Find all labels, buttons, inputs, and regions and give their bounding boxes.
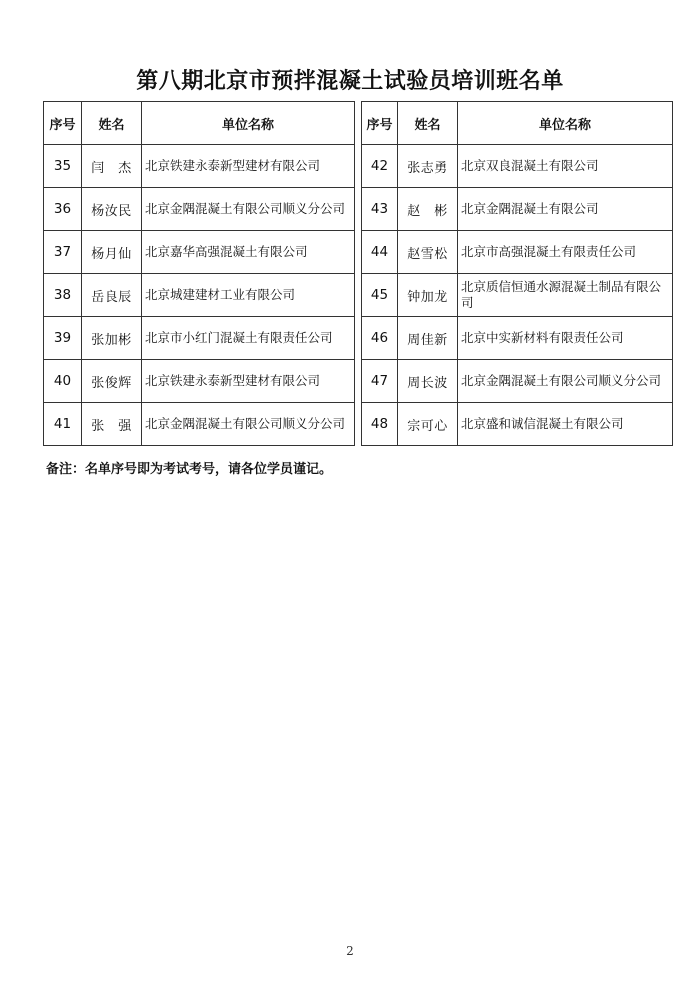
table-header-row bbox=[44, 102, 355, 145]
cell-no: 40 bbox=[44, 360, 82, 403]
header-no: 序号 bbox=[362, 102, 398, 145]
cell-company: 北京金隅混凝土有限公司顺义分公司 bbox=[142, 403, 355, 446]
cell-name: 赵 彬 bbox=[398, 188, 458, 231]
cell-name: 闫 杰 bbox=[82, 145, 142, 188]
cell-no: 45 bbox=[362, 274, 398, 317]
cell-name: 钟加龙 bbox=[398, 274, 458, 317]
cell-name: 张 强 bbox=[82, 403, 142, 446]
cell-name: 岳良辰 bbox=[82, 274, 142, 317]
table-row bbox=[44, 188, 355, 231]
cell-no: 46 bbox=[362, 317, 398, 360]
cell-name: 宗可心 bbox=[398, 403, 458, 446]
cell-company: 北京质信恒通水源混凝土制品有限公司 bbox=[458, 274, 673, 317]
cell-name: 周佳新 bbox=[398, 317, 458, 360]
cell-name: 杨汝民 bbox=[82, 188, 142, 231]
cell-company: 北京城建建材工业有限公司 bbox=[142, 274, 355, 317]
roster-table-right bbox=[361, 101, 673, 446]
cell-no: 42 bbox=[362, 145, 398, 188]
header-company: 单位名称 bbox=[458, 102, 673, 145]
table-row bbox=[362, 231, 673, 274]
cell-no: 48 bbox=[362, 403, 398, 446]
cell-no: 38 bbox=[44, 274, 82, 317]
table-row bbox=[362, 403, 673, 446]
table-row bbox=[44, 360, 355, 403]
cell-company: 北京铁建永泰新型建材有限公司 bbox=[142, 360, 355, 403]
cell-company: 北京中实新材料有限责任公司 bbox=[458, 317, 673, 360]
cell-name: 杨月仙 bbox=[82, 231, 142, 274]
cell-no: 37 bbox=[44, 231, 82, 274]
cell-company: 北京双良混凝土有限公司 bbox=[458, 145, 673, 188]
table-row bbox=[44, 317, 355, 360]
cell-company: 北京市小红门混凝土有限责任公司 bbox=[142, 317, 355, 360]
cell-name: 张加彬 bbox=[82, 317, 142, 360]
table-row bbox=[44, 145, 355, 188]
cell-name: 张志勇 bbox=[398, 145, 458, 188]
page-number: 2 bbox=[346, 944, 354, 958]
table-row bbox=[44, 403, 355, 446]
cell-name: 周长波 bbox=[398, 360, 458, 403]
table-row bbox=[44, 274, 355, 317]
cell-company: 北京金隅混凝土有限公司顺义分公司 bbox=[142, 188, 355, 231]
table-row bbox=[362, 145, 673, 188]
table-header-row bbox=[362, 102, 673, 145]
cell-company: 北京金隅混凝土有限公司 bbox=[458, 188, 673, 231]
cell-no: 43 bbox=[362, 188, 398, 231]
header-name: 姓名 bbox=[398, 102, 458, 145]
table-row bbox=[362, 274, 673, 317]
header-name: 姓名 bbox=[82, 102, 142, 145]
page-title: 第八期北京市预拌混凝土试验员培训班名单 bbox=[136, 69, 564, 94]
table-row bbox=[362, 360, 673, 403]
cell-no: 39 bbox=[44, 317, 82, 360]
cell-company: 北京市高强混凝土有限责任公司 bbox=[458, 231, 673, 274]
cell-name: 赵雪松 bbox=[398, 231, 458, 274]
cell-no: 47 bbox=[362, 360, 398, 403]
cell-name: 张俊辉 bbox=[82, 360, 142, 403]
table-row bbox=[44, 231, 355, 274]
cell-no: 44 bbox=[362, 231, 398, 274]
cell-company: 北京嘉华高强混凝土有限公司 bbox=[142, 231, 355, 274]
cell-no: 35 bbox=[44, 145, 82, 188]
table-row bbox=[362, 188, 673, 231]
cell-company: 北京金隅混凝土有限公司顺义分公司 bbox=[458, 360, 673, 403]
header-company: 单位名称 bbox=[142, 102, 355, 145]
cell-company: 北京铁建永泰新型建材有限公司 bbox=[142, 145, 355, 188]
header-no: 序号 bbox=[44, 102, 82, 145]
cell-no: 36 bbox=[44, 188, 82, 231]
table-row bbox=[362, 317, 673, 360]
roster-table-left bbox=[43, 101, 355, 446]
cell-no: 41 bbox=[44, 403, 82, 446]
remarks-note: 备注：名单序号即为考试考号，请各位学员谨记。 bbox=[46, 462, 333, 477]
cell-company: 北京盛和诚信混凝土有限公司 bbox=[458, 403, 673, 446]
